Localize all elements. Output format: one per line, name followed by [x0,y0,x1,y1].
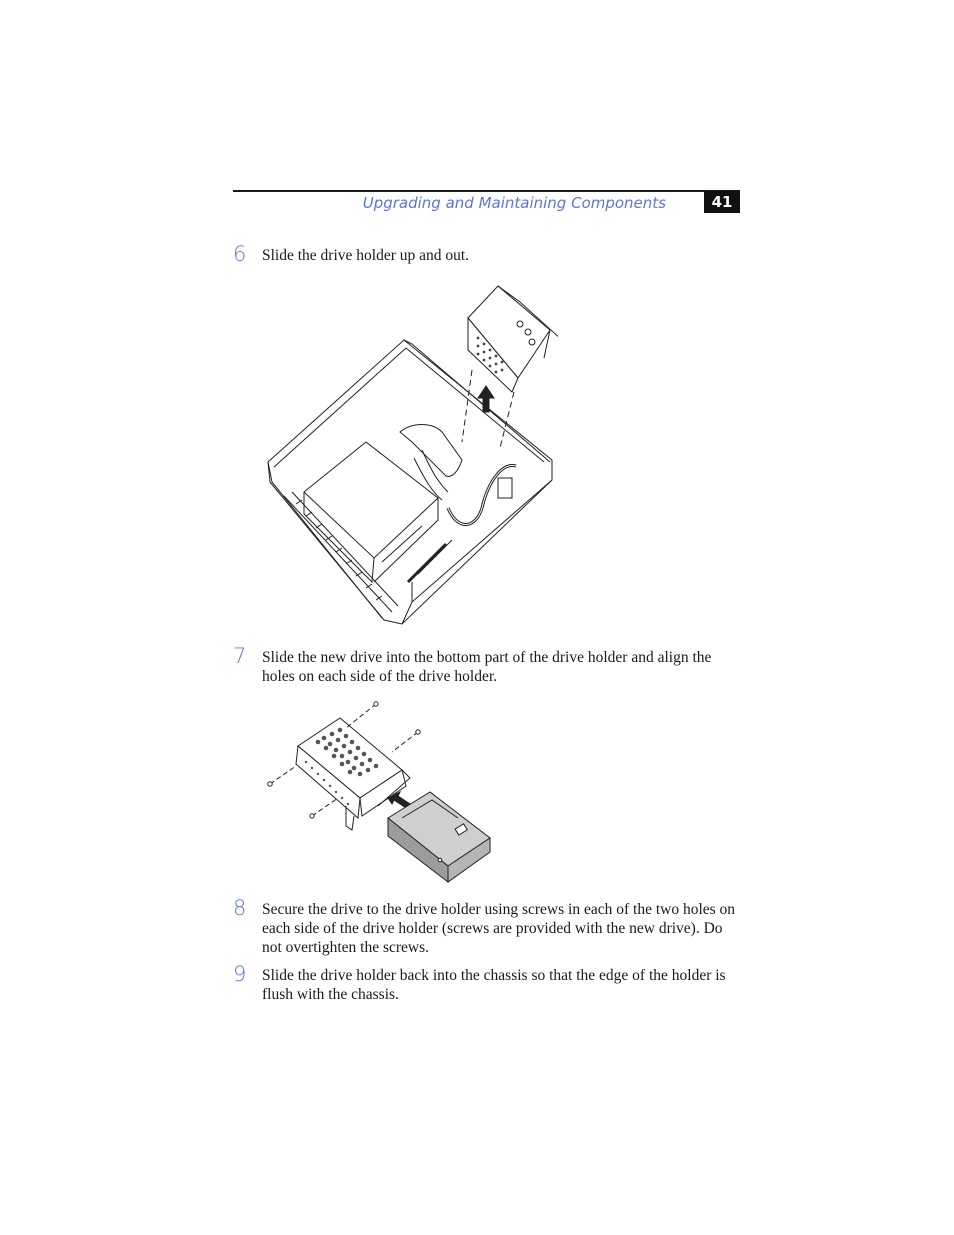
chassis-drive-holder-removal-illustration [262,282,558,628]
step-number: 7 [233,644,247,668]
step-text: Slide the drive holder back into the chassis so that the edge of the holder is flush with the chassis. [262,967,726,1003]
page-number: 41 [704,191,740,213]
header-rule [233,190,740,192]
drive-holder-cage-icon [468,286,558,392]
step-number: 6 [233,242,247,266]
running-header-title: Upgrading and Maintaining Components [362,194,666,212]
step-text: Slide the new drive into the bottom part of the drive holder and align the holes on each side of the drive holder. [262,649,712,685]
step-number: 9 [233,962,247,986]
drive-holder-icon [296,718,410,830]
step-text: Slide the drive holder up and out. [262,247,470,264]
drive-insertion-into-holder-illustration [262,700,492,884]
step-text: Secure the drive to the drive holder using screws in each of the two holes on each side of the drive holder (screws are provided with the new drive). Do not overtighten the screws. [262,901,736,956]
step-number: 8 [233,896,247,920]
